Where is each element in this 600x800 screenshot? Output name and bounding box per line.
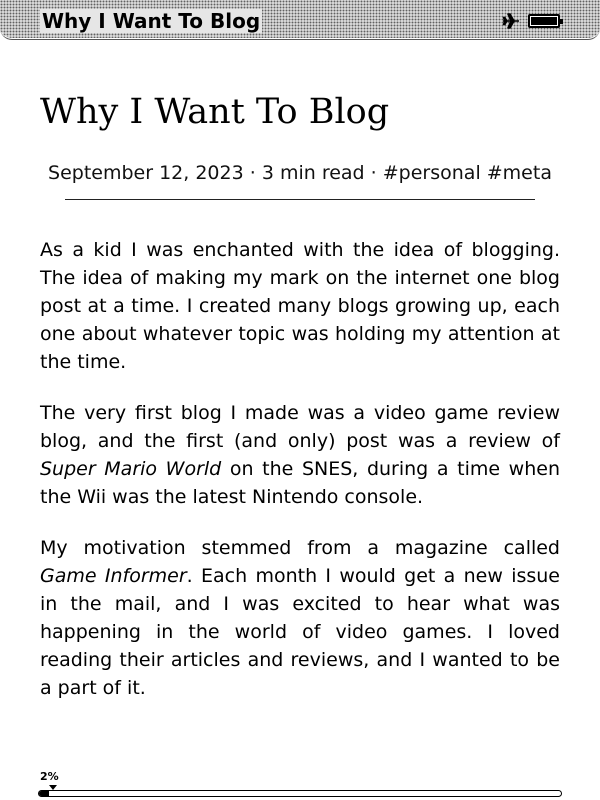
reading-progress-bar[interactable]	[38, 790, 562, 797]
paragraph-text: As a kid I was enchanted with the idea of blogging. The idea of making my mark on the internet one blog post at a time. I created many blogs growing up, each one about whatever topic was holding my attention at the time.	[40, 239, 560, 373]
paragraph-text: My motivation stemmed from a magazine called	[40, 537, 560, 559]
battery-level	[531, 17, 557, 25]
paragraph-text: . Each month I would get a new issue in the mail, and I was excited to hear what was happening in the world of video games. I loved reading their articles and reviews, and I wanted to be a part of it.	[40, 565, 560, 699]
meta-separator: ·	[364, 162, 383, 184]
paragraph-text: The very first blog I made was a video game review blog, and the first (and only) post was a review of	[40, 402, 560, 452]
article-date: September 12, 2023	[48, 162, 244, 184]
italic-title: Game Informer	[40, 565, 187, 587]
status-icons	[502, 10, 560, 32]
article-body	[40, 236, 560, 702]
paragraph	[40, 399, 560, 511]
battery-icon	[528, 14, 560, 28]
meta-separator: ·	[243, 162, 262, 184]
article	[40, 80, 560, 725]
paragraph	[40, 236, 560, 376]
progress-fill	[39, 791, 49, 796]
paragraph	[40, 534, 560, 702]
progress-percent: 2%	[40, 770, 59, 783]
divider	[65, 199, 535, 200]
article-title: Why I Want To Blog	[40, 92, 390, 132]
book-title: Why I Want To Blog	[42, 9, 261, 33]
article-tags: #personal #meta	[382, 162, 552, 184]
article-read-time: 3 min read	[261, 162, 365, 184]
italic-title: Super Mario World	[40, 458, 222, 480]
status-bar	[0, 0, 600, 40]
airplane-icon	[502, 13, 520, 29]
paragraph-text: on the SNES, during a time when the Wii was the latest Nintendo console.	[40, 458, 560, 508]
article-meta	[40, 160, 560, 186]
